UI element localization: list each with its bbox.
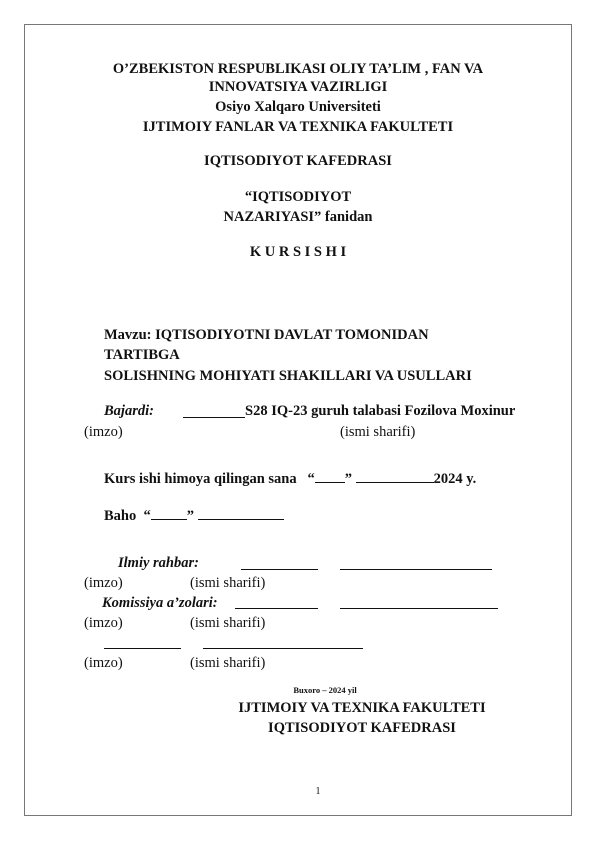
supervisor-name-label: (ismi sharifi)	[190, 575, 266, 591]
topic-line-2: TARTIBGA	[104, 347, 180, 363]
ministry-line-1: O’ZBEKISTON RESPUBLIKASI OLIY TA’LIM , FAN VA	[112, 61, 484, 77]
supervisor-signature-label: (imzo)	[84, 575, 123, 591]
grade-close-quote: ”	[186, 508, 194, 524]
city-year: Buxoro – 2024 yil	[293, 685, 357, 695]
faculty-name: IJTIMOIY FANLAR VA TEXNIKA FAKULTETI	[142, 119, 454, 135]
department-name: IQTISODIYOT KAFEDRASI	[204, 153, 392, 169]
defense-day-blank	[315, 468, 345, 483]
commission-signature-line-1	[235, 608, 318, 609]
defense-close-quote: ”	[344, 471, 352, 487]
commission-name-line-2	[203, 648, 363, 649]
commission-name-label-1: (ismi sharifi)	[190, 615, 266, 631]
topic-line-1: Mavzu: IQTISODIYOTNI DAVLAT TOMONIDAN	[104, 327, 429, 343]
defense-open-quote: “	[307, 471, 315, 487]
grade-row	[104, 505, 284, 525]
subject-line-1: “IQTISODIYOT	[244, 189, 352, 205]
work-type-title: K U R S I S H I	[249, 244, 347, 260]
footer-faculty: IJTIMOIY VA TEXNIKA FAKULTETI	[238, 700, 486, 716]
grade-open-quote: “	[143, 508, 151, 524]
page-border	[24, 24, 572, 816]
performer-value: S28 IQ-23 guruh talabasi Fozilova Moxinur	[245, 403, 516, 419]
defense-label: Kurs ishi himoya qilingan sana	[104, 471, 297, 487]
defense-month-blank	[356, 468, 434, 483]
commission-signature-label-2: (imzo)	[84, 655, 123, 671]
performer-signature-line	[183, 417, 245, 418]
performer-name-label: (ismi sharifi)	[340, 424, 416, 440]
grade-words-blank	[198, 505, 284, 520]
university-name: Osiyo Xalqaro Universiteti	[215, 99, 381, 115]
subject-line-2: NAZARIYASI” fanidan	[223, 209, 373, 225]
grade-label: Baho	[104, 508, 137, 524]
ministry-line-2: INNOVATSIYA VAZIRLIGI	[208, 79, 388, 95]
topic-line-3: SOLISHNING MOHIYATI SHAKILLARI VA USULLARI	[104, 368, 472, 384]
commission-name-label-2: (ismi sharifi)	[190, 655, 266, 671]
defense-date-row	[104, 468, 476, 488]
supervisor-name-line	[340, 569, 492, 570]
defense-year: 2024 y.	[433, 471, 477, 487]
grade-value-blank	[151, 505, 187, 520]
commission-label: Komissiya a’zolari:	[102, 595, 218, 611]
commission-name-line-1	[340, 608, 498, 609]
commission-signature-line-2	[104, 648, 181, 649]
performer-label: Bajardi:	[104, 403, 154, 419]
commission-signature-label-1: (imzo)	[84, 615, 123, 631]
page-number: 1	[315, 786, 321, 797]
footer-department: IQTISODIYOT KAFEDRASI	[268, 720, 456, 736]
performer-signature-label: (imzo)	[84, 424, 123, 440]
supervisor-signature-line	[241, 569, 318, 570]
supervisor-label: Ilmiy rahbar:	[118, 555, 199, 571]
